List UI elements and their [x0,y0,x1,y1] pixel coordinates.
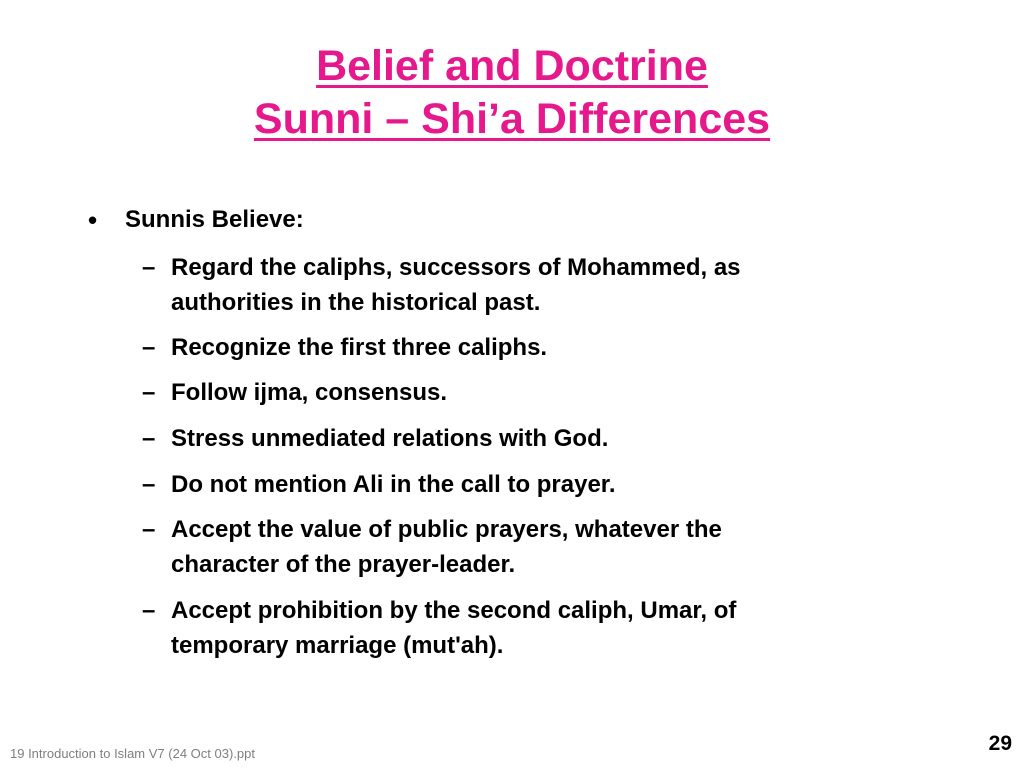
list-item-text: Recognize the first three caliphs. [171,334,548,361]
dash-icon: – [142,334,156,361]
list-item-text: Regard the caliphs, successors of Mohammed, as authorities in the historical past. [171,254,741,316]
list-item-text: Follow ijma, consensus. [171,379,448,406]
list-item-text: Stress unmediated relations with God. [171,425,609,452]
list-item-text: Do not mention Ali in the call to prayer. [171,471,616,498]
title-line-1: Belief and Doctrine [316,42,708,90]
footer-filename: 19 Introduction to Islam V7 (24 Oct 03).ppt [10,746,255,761]
dash-icon: – [142,425,156,452]
list-item-text: Accept the value of public prayers, whatever the character of the prayer-leader. [171,516,722,578]
dash-icon: – [142,516,156,543]
title-line-2: Sunni – Shi’a Differences [253,95,771,143]
dash-icon: – [142,379,156,406]
page-number: 29 [988,732,1012,755]
bullet-icon: • [88,205,98,235]
dash-icon: – [142,254,156,281]
list-item-text: Accept prohibition by the second caliph, Umar, of temporary marriage (mut'ah). [171,597,737,659]
bullet-heading: Sunnis Believe: [125,206,304,233]
dash-icon: – [142,597,156,624]
dash-icon: – [142,471,156,498]
